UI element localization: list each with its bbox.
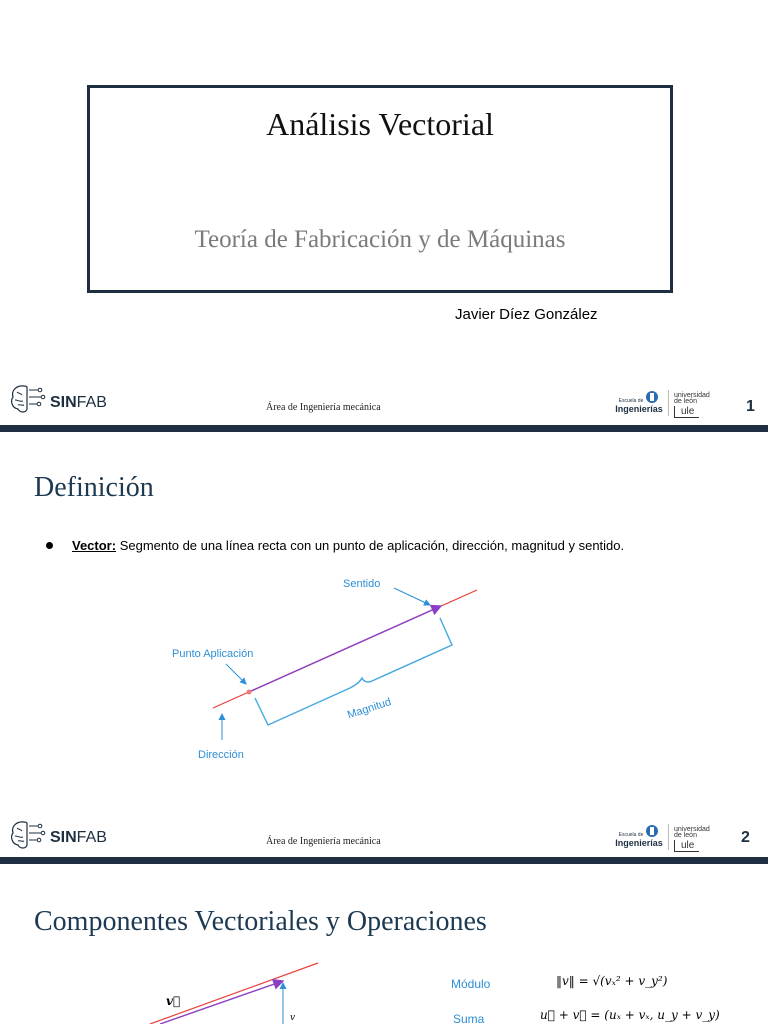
vector-components-diagram <box>0 955 400 1024</box>
sinfab-bold: SIN <box>50 829 77 846</box>
definition-text: Segmento de una línea recta con un punto de aplicación, dirección, magnitud y sentido. <box>116 538 625 553</box>
sinfab-light: FAB <box>76 394 107 411</box>
op-label-suma: Suma <box>453 1012 485 1026</box>
presentation-subtitle: Teoría de Fabricación y de Máquinas <box>194 226 566 253</box>
logo-divider <box>668 390 669 416</box>
sentido-pointer <box>394 588 430 605</box>
university-logo <box>674 392 710 418</box>
sinfab-bold: SIN <box>50 394 77 411</box>
application-point <box>247 690 252 695</box>
logo-divider <box>668 824 669 850</box>
page-number: 1 <box>746 398 755 415</box>
school-emblem-icon <box>645 390 659 404</box>
school-small-label: Escuela de <box>618 832 644 838</box>
university-logo <box>674 826 710 852</box>
sinfab-light: FAB <box>76 829 107 846</box>
ule-mark: ule <box>674 840 699 852</box>
univ-line1: universidad <box>674 392 710 399</box>
univ-line2: de león <box>674 398 697 405</box>
school-small-label: Escuela de <box>618 398 644 404</box>
label-magnitud: Magnitud <box>346 696 393 722</box>
brain-circuit-icon <box>8 382 46 416</box>
formula-suma: u⃗ + v⃗ = (uₓ + vₓ, u_y + v_y) <box>540 1008 720 1022</box>
brain-circuit-icon <box>8 818 46 852</box>
punto-pointer <box>226 664 246 684</box>
definition-bullet <box>72 538 624 553</box>
footer-bar <box>0 425 768 432</box>
univ-line1: universidad <box>674 826 710 833</box>
page-number: 2 <box>741 829 750 846</box>
slide-heading: Definición <box>34 472 154 503</box>
school-name: Ingenierías <box>615 838 663 848</box>
definition-term: Vector: <box>72 538 117 553</box>
vy-label: v <box>290 1013 296 1023</box>
footer-area-label: Área de Ingeniería mecánica <box>266 836 381 847</box>
vector-v-label: v⃗ <box>166 994 181 1008</box>
author-name: Javier Díez González <box>455 306 598 323</box>
vector-definition-diagram <box>0 560 768 770</box>
vector-arrow <box>249 606 441 692</box>
school-logo <box>614 390 664 414</box>
sinfab-logo <box>8 818 46 852</box>
sinfab-logo <box>8 382 46 416</box>
school-emblem-icon <box>645 824 659 838</box>
school-logo <box>614 824 664 848</box>
footer-bar <box>0 857 768 864</box>
sinfab-wordmark <box>50 829 107 847</box>
label-sentido: Sentido <box>343 578 381 590</box>
op-label-modulo: Módulo <box>451 977 491 991</box>
univ-line2: de león <box>674 832 697 839</box>
sinfab-wordmark <box>50 394 107 412</box>
presentation-title: Análisis Vectorial <box>266 106 494 142</box>
label-direccion: Dirección <box>198 749 244 761</box>
formula-modulo: ‖v‖ = √(vₓ² + v_y²) <box>556 974 668 988</box>
label-punto-aplicacion: Punto Aplicación <box>172 648 254 660</box>
slide-heading: Componentes Vectoriales y Operaciones <box>34 906 487 937</box>
footer-area-label: Área de Ingeniería mecánica <box>266 402 381 413</box>
school-name: Ingenierías <box>615 404 663 414</box>
ule-mark: ule <box>674 406 699 418</box>
bullet-dot <box>46 542 53 549</box>
